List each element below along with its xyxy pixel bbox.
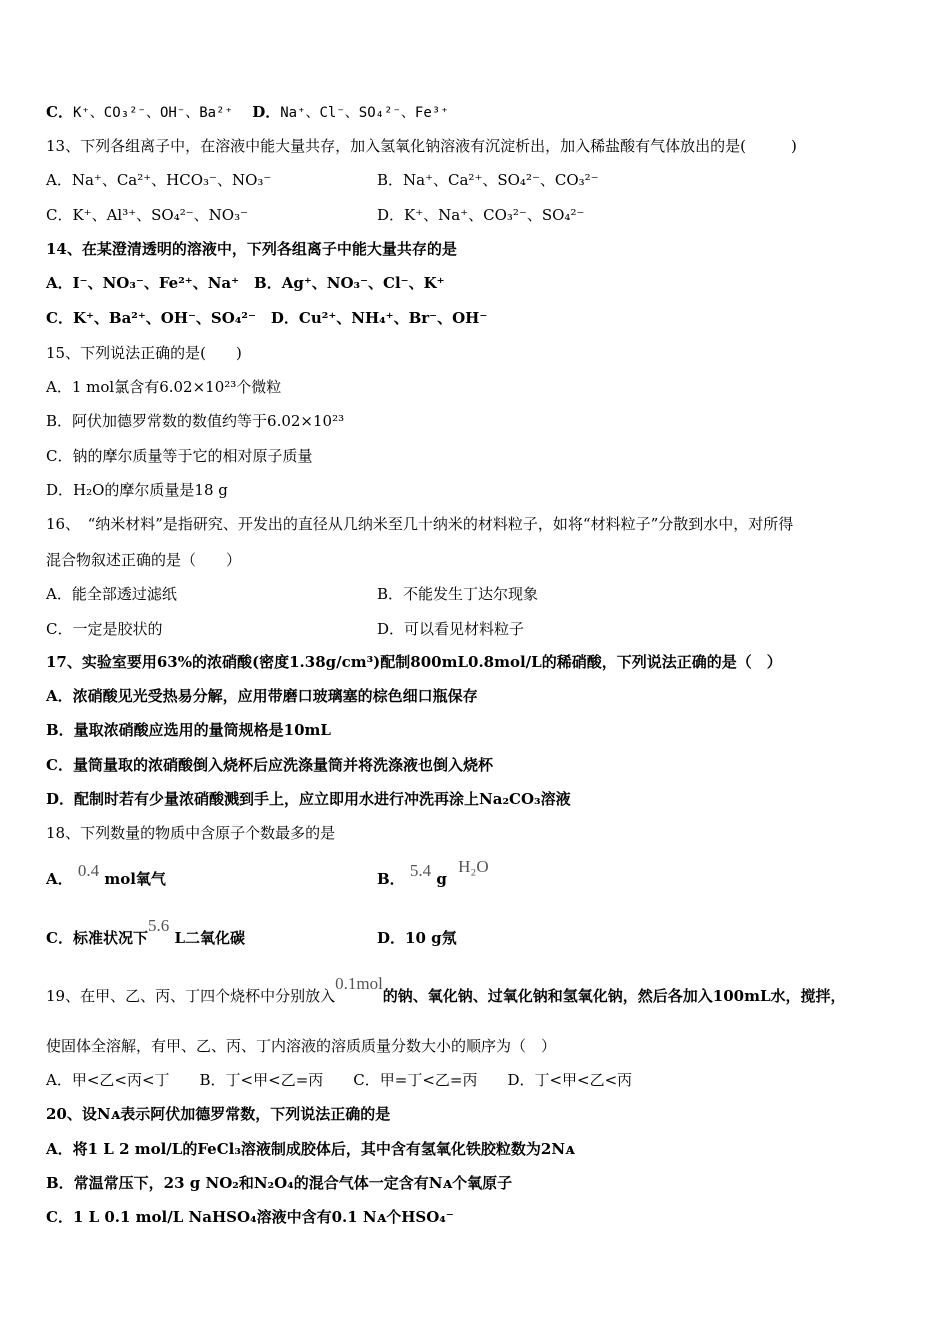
q16-stem-line1: 16、 “纳米材料”是指研究、开发出的直径从几纳米至几十纳米的材料粒子，如将“材料粒子”分散到水中，对所得 <box>46 515 794 533</box>
q13-option-b: B．Na⁺、Ca²⁺、SO₄²⁻、CO₃²⁻ <box>377 171 599 189</box>
q18-a-label: A． <box>46 870 73 888</box>
q15-option-a: A．1 mol氯含有6.02×10²³个微粒 <box>46 378 282 396</box>
q16-stem-line2: 混合物叙述正确的是（ ） <box>46 551 242 569</box>
q12-d-text: Na⁺、Cl⁻、SO₄²⁻、Fe³⁺ <box>280 105 449 121</box>
q16-option-a: A．能全部透过滤纸 <box>46 585 177 603</box>
q18-b-formula: H₂O <box>458 857 489 876</box>
q13-option-a: A．Na⁺、Ca²⁺、HCO₃⁻、NO₃⁻ <box>46 171 272 189</box>
q17-stem: 17、实验室要用63%的浓硝酸(密度1.38g/cm³)配制800mL0.8mol/L的稀硝酸，下列说法正确的是（ ） <box>46 653 782 671</box>
q18-stem: 18、下列数量的物质中含原子个数最多的是 <box>46 824 336 842</box>
q20-option-a: A．将1 L 2 mol/L的FeCl₃溶液制成胶体后，其中含有氢氧化铁胶粒数为2Nᴀ <box>46 1140 575 1158</box>
q15-stem: 15、下列说法正确的是( ) <box>46 344 242 362</box>
q12-c-text: K⁺、CO₃²⁻、OH⁻、Ba²⁺ <box>72 105 233 121</box>
q17-option-c: C．量筒量取的浓硝酸倒入烧杯后应洗涤量筒并将洗涤液也倒入烧杯 <box>46 756 493 774</box>
q17-option-a: A．浓硝酸见光受热易分解，应用带磨口玻璃塞的棕色细口瓶保存 <box>46 687 478 705</box>
q19-options: A．甲<乙<丙<丁 B．丁<甲<乙=丙 C．甲=丁<乙=丙 D．丁<甲<乙<丙 <box>46 1071 633 1089</box>
q18-c-number: 5.6 <box>147 916 170 935</box>
q13-option-d: D．K⁺、Na⁺、CO₃²⁻、SO₄²⁻ <box>377 206 585 224</box>
q19-stem-line1 <box>46 974 846 1006</box>
q15-option-d: D．H₂O的摩尔质量是18 g <box>46 481 228 499</box>
q18-option-b <box>377 857 489 889</box>
q15-option-b: B．阿伏加德罗常数的数值约等于6.02×10²³ <box>46 412 345 430</box>
q17-option-b: B．量取浓硝酸应选用的量筒规格是10mL <box>46 721 331 739</box>
q15-option-c: C．钠的摩尔质量等于它的相对原子质量 <box>46 447 313 465</box>
q20-option-c: C．1 L 0.1 mol/L NaHSO₄溶液中含有0.1 Nᴀ个HSO₄⁻ <box>46 1208 454 1226</box>
q14-options-ab: A．I⁻、NO₃⁻、Fe²⁺、Na⁺ B．Ag⁺、NO₃⁻、Cl⁻、K⁺ <box>46 274 445 292</box>
q18-option-d: D．10 g氖 <box>377 929 457 947</box>
q19-stem-line2: 使固体全溶解，有甲、乙、丙、丁内溶液的溶质质量分数大小的顺序为（ ） <box>46 1037 557 1055</box>
q14-stem: 14、在某澄清透明的溶液中，下列各组离子中能大量共存的是 <box>46 240 457 258</box>
q20-stem: 20、设Nᴀ表示阿伏加德罗常数，下列说法正确的是 <box>46 1105 391 1123</box>
q20-option-b: B．常温常压下，23 g NO₂和N₂O₄的混合气体一定含有Nᴀ个氧原子 <box>46 1174 513 1192</box>
q18-a-unit: mol氧气 <box>104 870 166 888</box>
q19-stem-pre: 19、在甲、乙、丙、丁四个烧杯中分别放入 <box>46 987 336 1005</box>
q18-b-unit: g <box>436 870 447 888</box>
q19-stem-number: 0.1mol <box>335 974 383 993</box>
q12-d-label: D． <box>252 103 281 121</box>
q16-option-b: B．不能发生丁达尔现象 <box>377 585 539 603</box>
q12-c-label: C． <box>46 103 73 121</box>
q18-b-label: B． <box>377 870 405 888</box>
q16-option-c: C．一定是胶状的 <box>46 620 163 638</box>
q17-option-d: D．配制时若有少量浓硝酸溅到手上，应立即用水进行冲洗再涂上Na₂CO₃溶液 <box>46 790 571 808</box>
q19-stem-post: 的钠、氧化钠、过氧化钠和氢氧化钠，然后各加入100mL水，搅拌， <box>382 987 846 1005</box>
q18-c-unit: L二氧化碳 <box>174 929 245 947</box>
q18-option-c <box>46 916 245 948</box>
q18-option-a <box>46 861 166 889</box>
q13-stem: 13、下列各组离子中，在溶液中能大量共存，加入氢氧化钠溶液有沉淀析出，加入稀盐酸有气体放出的是( ) <box>46 137 797 155</box>
q16-option-d: D．可以看见材料粒子 <box>377 620 525 638</box>
q12-options <box>46 102 449 123</box>
q18-b-number: 5.4 <box>409 861 432 880</box>
q18-c-label: C．标准状况下 <box>46 929 148 947</box>
q18-a-number: 0.4 <box>77 861 100 880</box>
q14-options-cd: C．K⁺、Ba²⁺、OH⁻、SO₄²⁻ D．Cu²⁺、NH₄⁺、Br⁻、OH⁻ <box>46 309 488 327</box>
q13-option-c: C．K⁺、Al³⁺、SO₄²⁻、NO₃⁻ <box>46 206 249 224</box>
